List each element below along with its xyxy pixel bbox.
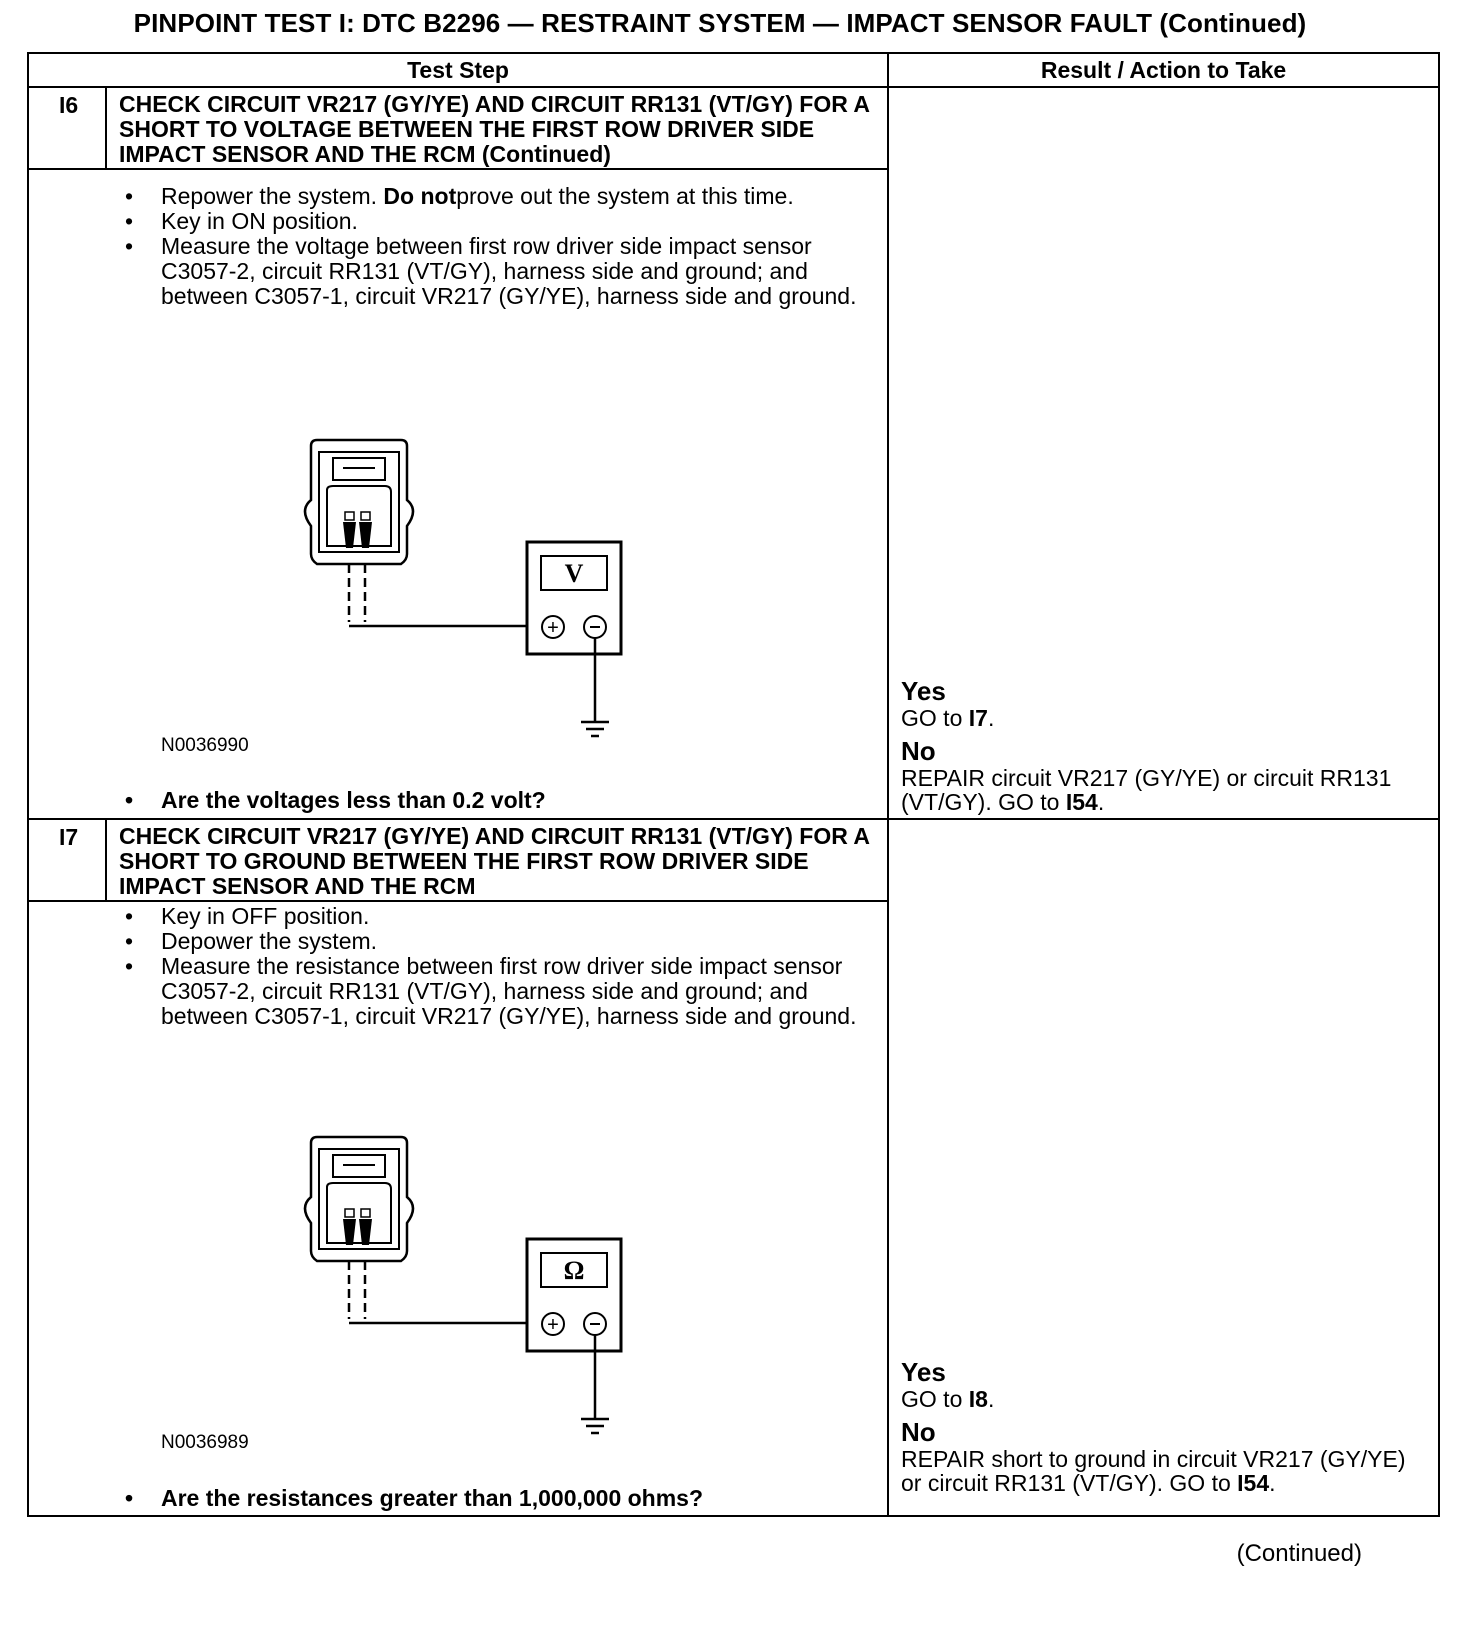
figure-id: N0036989 [161,1432,249,1453]
step-heading-row [28,819,1439,901]
continued-note: (Continued) [1236,1540,1362,1567]
no-label: No [901,736,936,766]
result-block [901,676,1428,814]
step-question: • Are the voltages less than 0.2 volt? [29,788,546,813]
svg-text:+: + [547,1314,559,1336]
terminal-pins-icon [343,512,372,548]
figure-id: N0036990 [161,735,249,756]
yes-label: Yes [901,676,946,706]
list-item: • Measure the resistance between first row driver side impact sensor C3057-2, circuit RR131 (VT/GY), harness side and ground; and between C3057-1, circuit VR217 (GY/YE), harness side and ground. [29,954,887,1029]
terminal-pins-icon [343,1209,372,1245]
step-question: • Are the resistances greater than 1,000,000 ohms? [29,1486,703,1511]
table-header-row [28,53,1439,87]
meter-symbol: V [564,559,584,588]
result-header: Result / Action to Take [888,53,1439,87]
yes-target-step: I8 [968,1386,988,1412]
step-heading: CHECK CIRCUIT VR217 (GY/YE) AND CIRCUIT RR131 (VT/GY) FOR A SHORT TO GROUND BETWEEN THE FIRST ROW DRIVER SIDE IMPACT SENSOR AND THE RCM [106,819,888,901]
instruction-list [29,904,887,1029]
svg-text:+: + [547,617,559,639]
result-block [901,1357,1428,1495]
list-item: • Key in ON position. [29,209,887,234]
yes-action: GO to I7. [901,705,995,731]
voltmeter-diagram [287,438,627,748]
ohmmeter-diagram [287,1135,627,1445]
meter-icon [527,1239,621,1351]
no-action: REPAIR short to ground in circuit VR217 (GY/YE) or circuit RR131 (VT/GY). GO to I54. [901,1446,1406,1496]
connector-icon [305,1137,413,1261]
test-step-header: Test Step [28,53,888,87]
step-heading: CHECK CIRCUIT VR217 (GY/YE) AND CIRCUIT RR131 (VT/GY) FOR A SHORT TO VOLTAGE BETWEEN THE FIRST ROW DRIVER SIDE IMPACT SENSOR AND THE RCM (Continued) [106,87,888,169]
no-target-step: I54 [1237,1470,1270,1496]
no-label: No [901,1417,936,1447]
no-action: REPAIR circuit VR217 (GY/YE) or circuit RR131 (VT/GY). GO to I54. [901,765,1392,815]
step-body [28,169,888,819]
step-number: I6 [28,87,106,169]
result-cell [888,87,1439,819]
meter-symbol: Ω [563,1256,585,1285]
yes-action: GO to I8. [901,1386,995,1412]
instruction-list [29,184,887,309]
yes-target-step: I7 [968,705,988,731]
yes-label: Yes [901,1357,946,1387]
no-target-step: I54 [1065,789,1098,815]
result-cell [888,819,1439,1516]
step-heading-row [28,87,1439,169]
page-title: PINPOINT TEST I: DTC B2296 — RESTRAINT SYSTEM — IMPACT SENSOR FAULT (Continued) [133,8,1307,38]
list-item: • Key in OFF position. [29,904,887,929]
meter-icon [527,542,621,654]
list-item: • Depower the system. [29,929,887,954]
connector-icon [305,440,413,564]
pinpoint-test-table [27,52,1440,1517]
list-item: • Repower the system. Do notprove out the system at this time. [29,184,887,209]
probe-leads [349,1261,537,1323]
probe-leads [349,564,537,626]
step-body [28,901,888,1516]
step-number: I7 [28,819,106,901]
list-item: • Measure the voltage between first row driver side impact sensor C3057-2, circuit RR131 (VT/GY), harness side and ground; and between C3057-1, circuit VR217 (GY/YE), harness side and ground. [29,234,887,309]
